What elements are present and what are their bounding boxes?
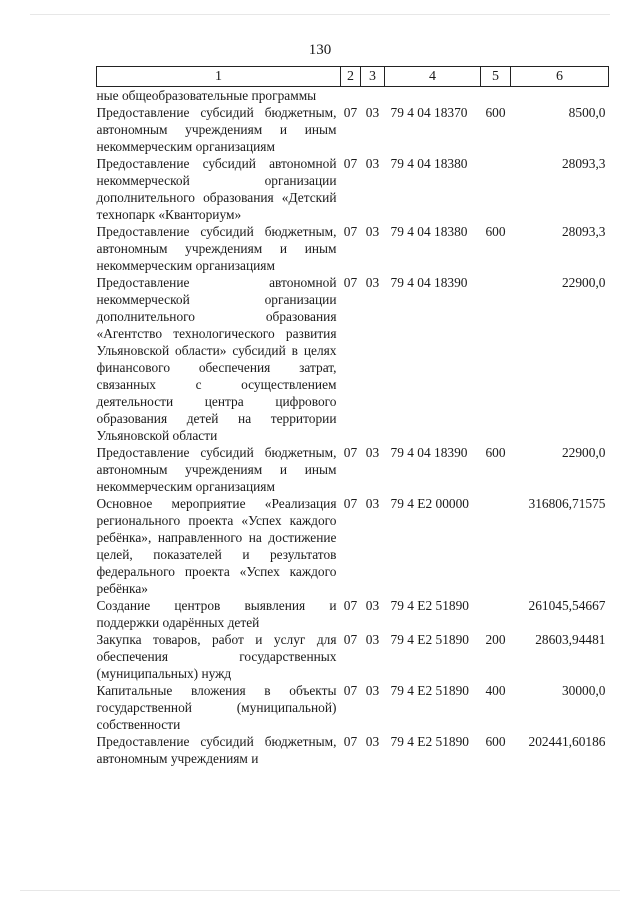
budget-table (96, 66, 609, 767)
scan-artifact-top (30, 14, 610, 15)
header-col-6: 6 (511, 67, 609, 87)
row-section (341, 87, 361, 105)
page-number: 130 (308, 42, 332, 58)
row-section: 07 (343, 105, 358, 120)
table-row (97, 495, 609, 597)
row-section: 07 (343, 275, 358, 290)
row-subsection: 03 (365, 496, 380, 511)
row-section: 07 (343, 224, 358, 239)
row-expense-type: 200 (485, 632, 506, 647)
row-expense-type: 600 (485, 734, 506, 749)
row-target-code: 79 4 E2 00000 (390, 496, 469, 511)
row-target-code: 79 4 04 18380 (390, 224, 468, 239)
row-amount: 22900,0 (561, 275, 606, 290)
row-expense-type (481, 495, 511, 597)
table-body (97, 87, 609, 768)
row-expense-type (481, 274, 511, 444)
header-col-1: 1 (97, 67, 341, 87)
row-subsection: 03 (365, 598, 380, 613)
row-target-code: 79 4 E2 51890 (390, 683, 469, 698)
row-name: Предоставление субсидий бюджетным, автономным учреждениям и иным некоммерческим организациям (96, 105, 337, 154)
row-subsection: 03 (365, 683, 380, 698)
row-section: 07 (343, 445, 358, 460)
row-subsection: 03 (365, 156, 380, 171)
table-row (97, 155, 609, 223)
table-row (97, 87, 609, 105)
row-expense-type (481, 597, 511, 631)
row-subsection: 03 (365, 105, 380, 120)
row-name: Создание центров выявления и поддержки одарённых детей (96, 598, 337, 630)
header-col-3: 3 (361, 67, 385, 87)
row-target-code: 79 4 04 18390 (390, 445, 468, 460)
row-name: Предоставление субсидий бюджетным, автономным учреждениям и (96, 734, 337, 766)
row-amount (511, 87, 609, 105)
row-name: Предоставление субсидий автономной некоммерческой организации дополнительного образования «Детский технопарк «Кванториум» (96, 156, 337, 222)
row-name: Основное мероприятие «Реализация регионального проекта «Успех каждого ребёнка», направленного на достижение целей, показателей и результатов федерального проекта «Успех каждого ребёнка» (96, 496, 337, 596)
row-subsection: 03 (365, 224, 380, 239)
header-col-5: 5 (481, 67, 511, 87)
row-target-code: 79 4 04 18390 (390, 275, 468, 290)
table-row (97, 274, 609, 444)
row-amount: 261045,54667 (528, 598, 606, 613)
row-target-code: 79 4 E2 51890 (390, 734, 469, 749)
row-target-code: 79 4 04 18370 (390, 105, 468, 120)
row-section: 07 (343, 156, 358, 171)
row-expense-type (481, 87, 511, 105)
table-row (97, 631, 609, 682)
table-row (97, 104, 609, 155)
row-subsection (361, 87, 385, 105)
row-subsection: 03 (365, 445, 380, 460)
row-amount: 28603,94481 (535, 632, 606, 647)
row-amount: 316806,71575 (528, 496, 606, 511)
row-expense-type: 600 (485, 105, 506, 120)
row-section: 07 (343, 598, 358, 613)
row-amount: 22900,0 (561, 445, 606, 460)
row-amount: 30000,0 (561, 683, 606, 698)
row-subsection: 03 (365, 632, 380, 647)
header-col-2: 2 (341, 67, 361, 87)
row-target-code: 79 4 04 18380 (390, 156, 468, 171)
row-target-code (385, 87, 481, 105)
row-amount: 28093,3 (561, 224, 606, 239)
row-expense-type: 600 (485, 445, 506, 460)
table-row (97, 733, 609, 767)
table-row (97, 444, 609, 495)
table-header-row (97, 67, 609, 87)
row-name: Предоставление субсидий бюджетным, автономным учреждениям и иным некоммерческим организациям (96, 445, 337, 494)
row-target-code: 79 4 E2 51890 (390, 598, 469, 613)
row-expense-type: 600 (485, 224, 506, 239)
row-section: 07 (343, 496, 358, 511)
row-expense-type (481, 155, 511, 223)
row-name: ные общеобразовательные программы (96, 88, 317, 103)
row-expense-type: 400 (485, 683, 506, 698)
row-name: Закупка товаров, работ и услуг для обеспечения государственных (муниципальных) нужд (96, 632, 337, 681)
row-amount: 8500,0 (568, 105, 606, 120)
row-section: 07 (343, 734, 358, 749)
header-col-4: 4 (385, 67, 481, 87)
scan-artifact-bottom (20, 890, 620, 891)
row-name: Предоставление субсидий бюджетным, автономным учреждениям и иным некоммерческим организациям (96, 224, 337, 273)
row-subsection: 03 (365, 734, 380, 749)
row-subsection: 03 (365, 275, 380, 290)
row-name: Предоставление автономной некоммерческой организации дополнительного образования «Агентство технологического развития Ульяновской области» субсидий в целях финансового обеспечения затрат, связанных с осуществлением деятельности центра цифрового образования детей на территории Ульяновской области (96, 275, 337, 443)
row-section: 07 (343, 632, 358, 647)
table-row (97, 223, 609, 274)
row-section: 07 (343, 683, 358, 698)
row-name: Капитальные вложения в объекты государственной (муниципальной) собственности (96, 683, 337, 732)
table-row (97, 682, 609, 733)
row-amount: 28093,3 (561, 156, 606, 171)
row-target-code: 79 4 E2 51890 (390, 632, 469, 647)
row-amount: 202441,60186 (528, 734, 606, 749)
table-row (97, 597, 609, 631)
